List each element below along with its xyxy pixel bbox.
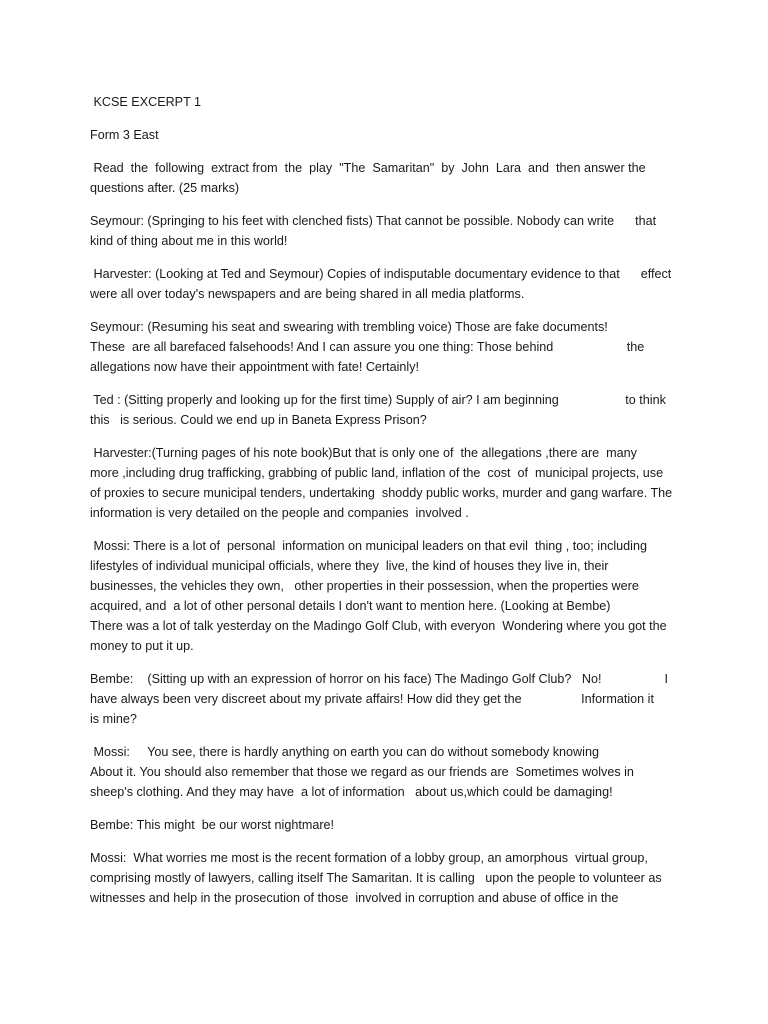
paragraph <box>90 815 682 835</box>
paragraph-line: more ,including drug trafficking, grabbing of public land, inflation of the cost of municipal projects, use <box>90 466 664 480</box>
paragraph-line: were all over today's newspapers and are being shared in all media platforms. <box>90 287 525 301</box>
paragraph-line: money to put it up. <box>90 639 194 653</box>
paragraph-line: Mossi: There is a lot of personal information on municipal leaders on that evil thing , too; including <box>90 539 647 553</box>
document-title: KCSE EXCERPT 1 <box>90 95 202 109</box>
paragraph-line: is mine? <box>90 712 137 726</box>
paragraph-line: Mossi: You see, there is hardly anything on earth you can do without somebody knowing <box>90 745 599 759</box>
paragraph <box>90 211 682 251</box>
paragraph-line: of proxies to secure municipal tenders, undertaking shoddy public works, murder and gang warfare. The <box>90 486 673 500</box>
paragraph-line: Ted : (Sitting properly and looking up for the first time) Supply of air? I am beginning to think <box>90 393 666 407</box>
paragraph <box>90 158 682 198</box>
paragraph-line: information is very detailed on the people and companies involved . <box>90 506 469 520</box>
paragraph <box>90 742 682 802</box>
paragraph-line: comprising mostly of lawyers, calling itself The Samaritan. It is calling upon the people to volunteer as <box>90 871 662 885</box>
paragraph <box>90 317 682 377</box>
paragraph-line: Mossi: What worries me most is the recent formation of a lobby group, an amorphous virtual group, <box>90 851 648 865</box>
paragraph <box>90 264 682 304</box>
paragraph-line: lifestyles of individual municipal officials, where they live, the kind of houses they live in, their <box>90 559 609 573</box>
paragraph-line: questions after. (25 marks) <box>90 181 240 195</box>
paragraph-line: Harvester: (Looking at Ted and Seymour) Copies of indisputable documentary evidence to that effect <box>90 267 672 281</box>
paragraph-line: Bembe: This might be our worst nightmare! <box>90 818 335 832</box>
paragraph <box>90 848 682 908</box>
paragraph-line: this is serious. Could we end up in Baneta Express Prison? <box>90 413 427 427</box>
paragraph-line: There was a lot of talk yesterday on the Madingo Golf Club, with everyon Wondering where you got the <box>90 619 667 633</box>
paragraph-line: Read the following extract from the play "The Samaritan" by John Lara and then answer the <box>90 161 646 175</box>
paragraph-line: allegations now have their appointment with fate! Certainly! <box>90 360 420 374</box>
paragraph-line: witnesses and help in the prosecution of those involved in corruption and abuse of office in the <box>90 891 619 905</box>
paragraph-line: sheep's clothing. And they may have a lot of information about us,which could be damaging! <box>90 785 613 799</box>
document-subtitle: Form 3 East <box>90 128 159 142</box>
paragraph <box>90 390 682 430</box>
paragraph-line: Bembe: (Sitting up with an expression of horror on his face) The Madingo Golf Club? No! I <box>90 672 668 686</box>
paragraph-line: kind of thing about me in this world! <box>90 234 288 248</box>
document-body <box>90 158 682 908</box>
paragraph-line: businesses, the vehicles they own, other properties in their possession, when the properties were <box>90 579 639 593</box>
paragraph-line: Seymour: (Resuming his seat and swearing with trembling voice) Those are fake documents! <box>90 320 608 334</box>
document-page <box>90 92 682 921</box>
paragraph-line: Seymour: (Springing to his feet with clenched fists) That cannot be possible. Nobody can write that <box>90 214 657 228</box>
paragraph-line: About it. You should also remember that those we regard as our friends are Sometimes wolves in <box>90 765 634 779</box>
paragraph-line: These are all barefaced falsehoods! And I can assure you one thing: Those behind the <box>90 340 645 354</box>
paragraph <box>90 443 682 523</box>
paragraph-line: have always been very discreet about my private affairs! How did they get the Information it <box>90 692 654 706</box>
paragraph <box>90 669 682 729</box>
paragraph-line: Harvester:(Turning pages of his note book)But that is only one of the allegations ,there are many <box>90 446 637 460</box>
paragraph <box>90 536 682 656</box>
paragraph-line: acquired, and a lot of other personal details I don't want to mention here. (Looking at Bembe) <box>90 599 611 613</box>
